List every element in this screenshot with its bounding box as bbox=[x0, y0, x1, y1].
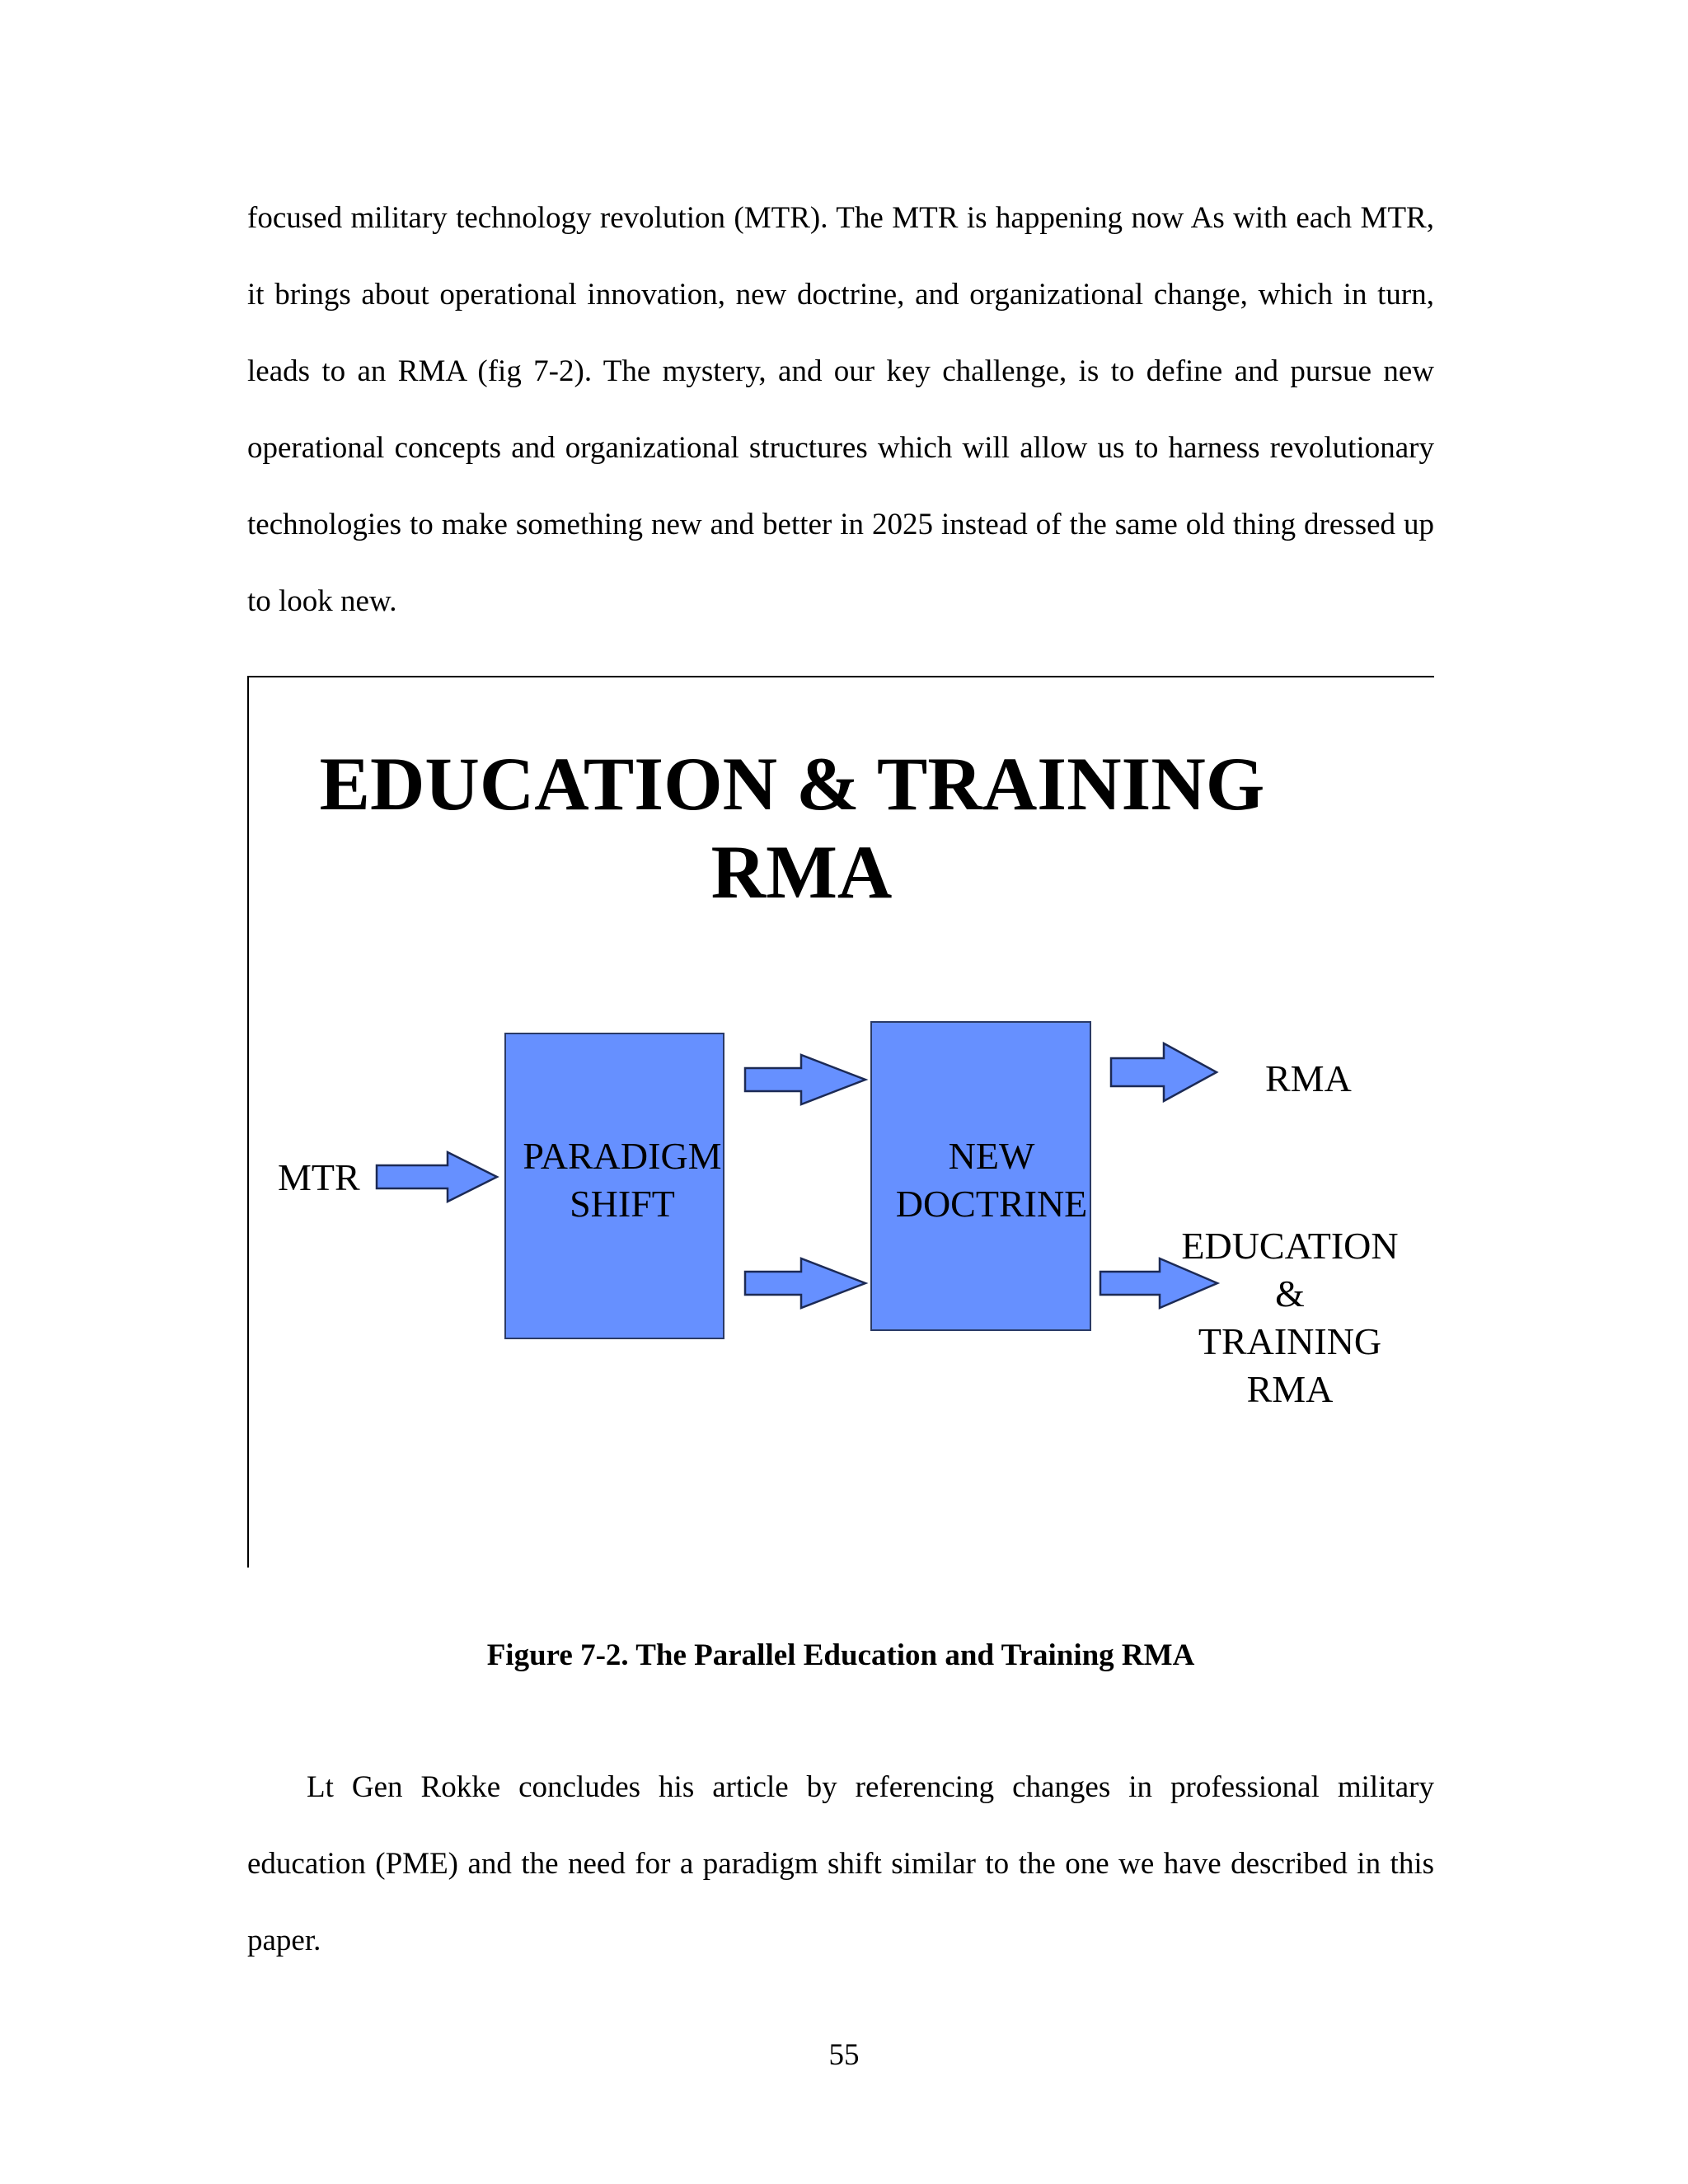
et-label-line-3: TRAINING bbox=[1198, 1320, 1382, 1362]
page-number: 55 bbox=[828, 2038, 860, 2072]
arrow-paradigm-to-doctrine-bottom-icon bbox=[743, 1257, 867, 1310]
rma-label: RMA bbox=[1265, 1057, 1352, 1099]
arrow-paradigm-to-doctrine-top-icon bbox=[743, 1053, 867, 1106]
mtr-label: MTR bbox=[278, 1156, 360, 1198]
arrow-doctrine-to-et-rma-icon bbox=[1099, 1257, 1219, 1310]
figure-title-line-1: EDUCATION & TRAINING bbox=[319, 742, 1265, 826]
new-doctrine-label bbox=[889, 1132, 1095, 1228]
figure-caption: Figure 7-2. The Parallel Education and Training RMA bbox=[486, 1638, 1195, 1672]
doctrine-label-line-2: DOCTRINE bbox=[895, 1183, 1088, 1225]
figure-frame-top-border bbox=[247, 676, 1434, 677]
figure-title-line-2: RMA bbox=[710, 830, 893, 914]
figure-title bbox=[247, 740, 1434, 916]
body-paragraph-2: Lt Gen Rokke concludes his article by referencing changes in professional military education (PME) and the need for a paradigm shift similar to the one we have described in this paper. bbox=[247, 1770, 1434, 1957]
et-label-line-2: & bbox=[1275, 1272, 1305, 1315]
paradigm-shift-label bbox=[511, 1132, 734, 1228]
arrow-mtr-to-paradigm-icon bbox=[375, 1151, 499, 1203]
paradigm-label-line-1: PARADIGM bbox=[523, 1135, 722, 1177]
et-label-line-1: EDUCATION bbox=[1181, 1225, 1399, 1267]
arrow-doctrine-to-rma-icon bbox=[1109, 1042, 1218, 1103]
education-training-rma-label bbox=[1170, 1222, 1409, 1413]
doctrine-label-line-1: NEW bbox=[948, 1135, 1035, 1177]
body-paragraph-1: focused military technology revolution (MTR). The MTR is happening now As with each MTR, it brings about operational innovation, new doctrine, and organizational change, which in turn, leads to an RMA (fig 7-2). The mystery, and our key challenge, is to define and pursue new operational concepts and organizational structures which will allow us to harness revolutionary technologies to make something new and better in 2025 instead of the same old thing dressed up to look new. bbox=[247, 201, 1434, 618]
paradigm-label-line-2: SHIFT bbox=[570, 1183, 675, 1225]
et-label-line-4: RMA bbox=[1246, 1368, 1334, 1410]
